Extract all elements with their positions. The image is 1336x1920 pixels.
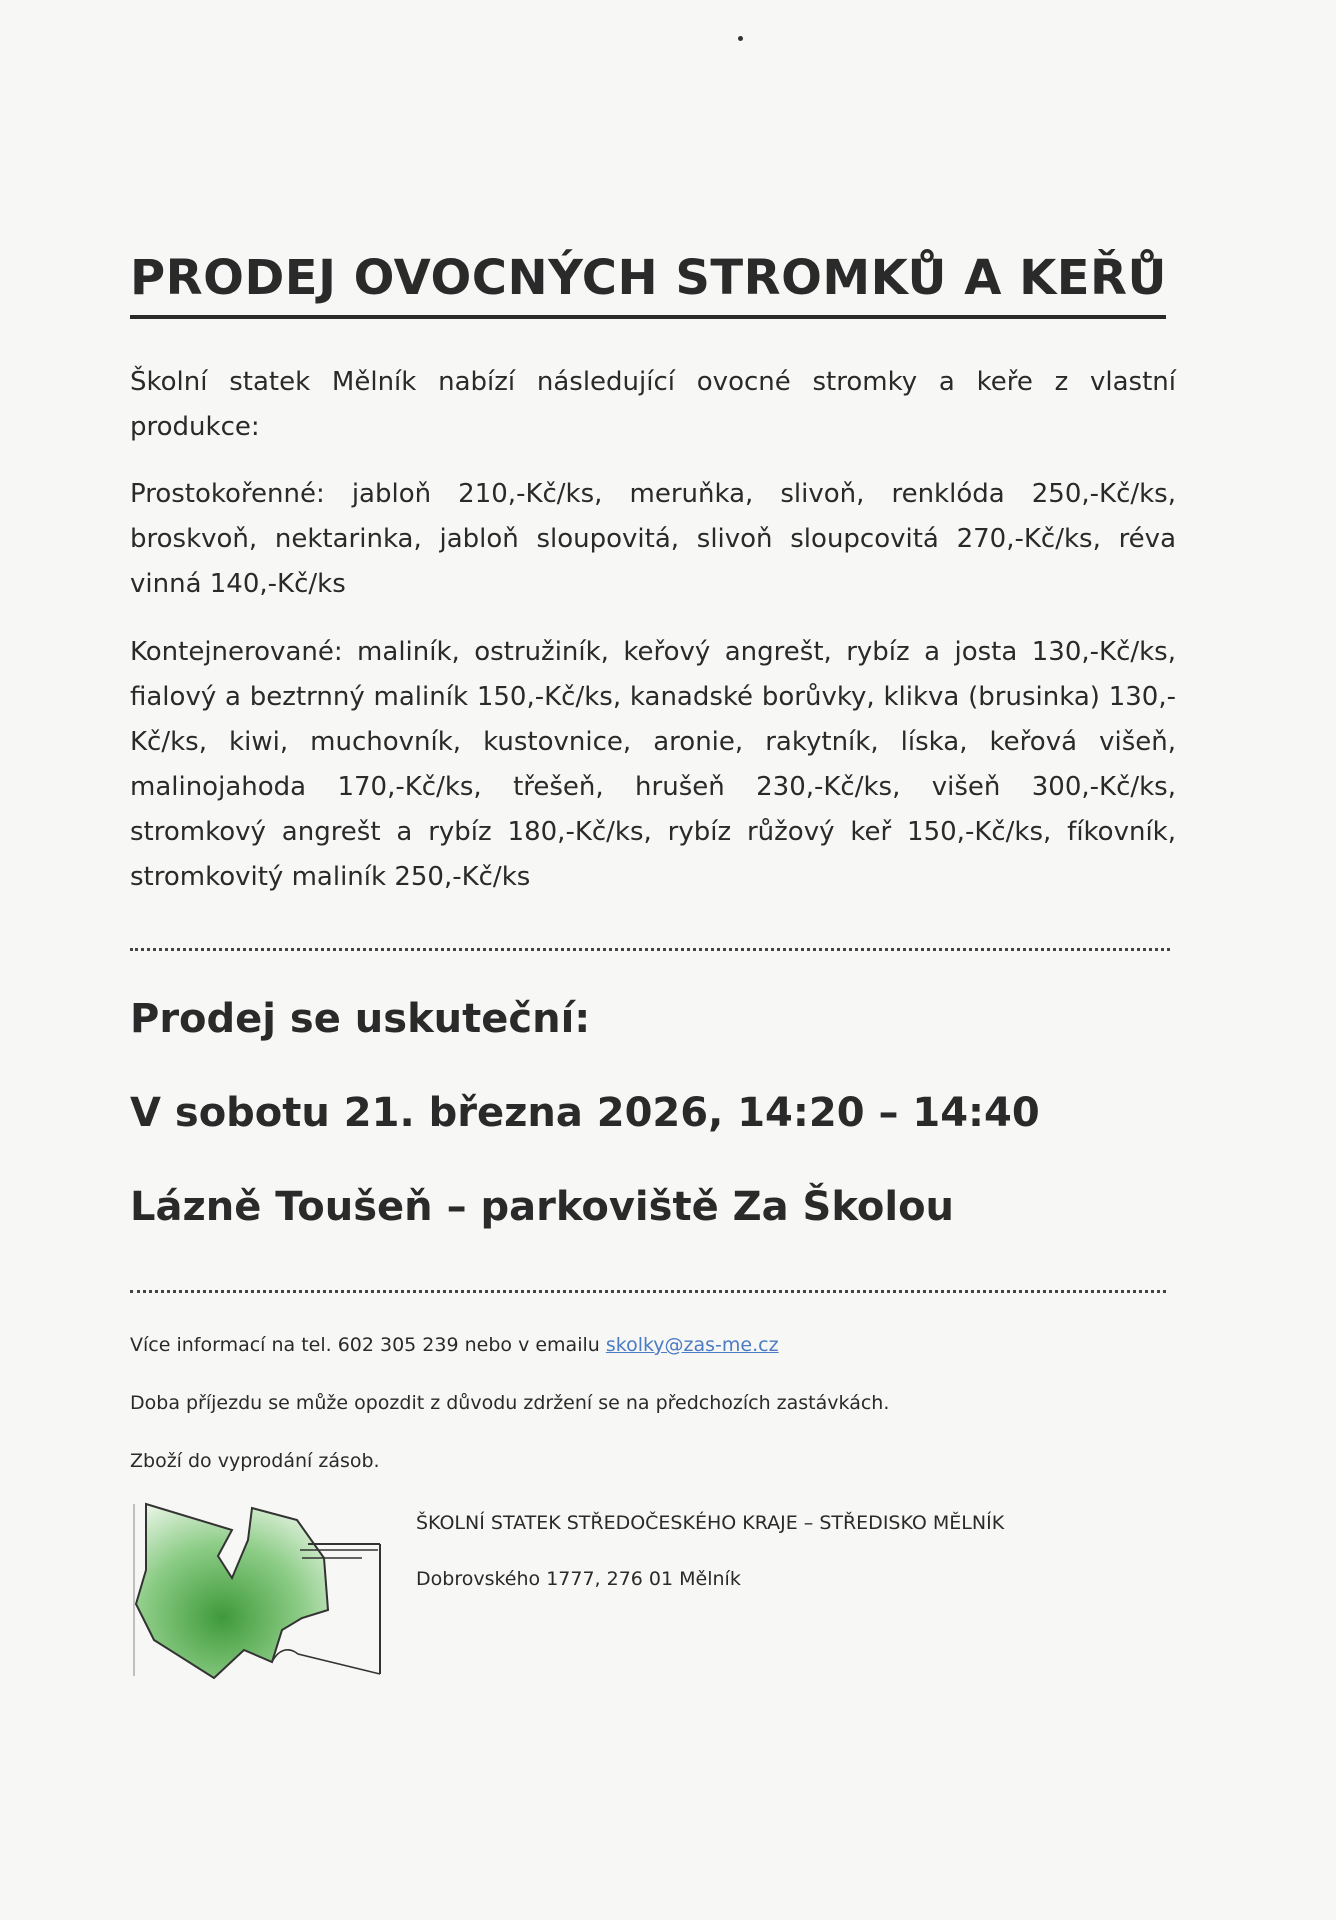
scan-speck bbox=[738, 36, 743, 41]
dotted-divider-bottom bbox=[130, 1290, 1166, 1293]
event-date: V sobotu 21. března 2026, 14:20 – 14:40 bbox=[130, 1090, 1040, 1136]
contact-info-text: Více informací na tel. 602 305 239 nebo v emailu bbox=[130, 1334, 606, 1356]
event-place: Lázně Toušeň – parkoviště Za Školou bbox=[130, 1184, 955, 1230]
school-farm-logo bbox=[132, 1500, 412, 1680]
leaf-shape-icon bbox=[136, 1504, 328, 1678]
logo-connector bbox=[272, 1650, 380, 1674]
stock-note: Zboží do vyprodání zásob. bbox=[130, 1450, 380, 1472]
intro-paragraph: Školní statek Mělník nabízí následující ovocné stromky a keře z vlastní produkce: bbox=[130, 367, 1176, 442]
dotted-divider-top bbox=[130, 948, 1170, 951]
event-heading: Prodej se uskuteční: bbox=[130, 996, 591, 1042]
container-paragraph: Kontejnerované: maliník, ostružiník, keřový angrešt, rybíz a josta 130,-Kč/ks, fialový a beztrnný maliník 150,-Kč/ks, kanadské borůvky, klikva (brusinka) 130,-Kč/ks, kiwi, muchovník, kustovnice, aronie, rakytník, líska, keřová višeň, malinojahoda 170,-Kč/ks, třešeň, hrušeň 230,-Kč/ks, višeň 300,-Kč/ks, stromkový angrešt a rybíz 180,-Kč/ks, rybíz růžový keř 150,-Kč/ks, fíkovník, stromkovitý maliník 250,-Kč/ks bbox=[130, 637, 1176, 892]
title-underline bbox=[130, 315, 1166, 319]
bare-root-paragraph: Prostokořenné: jabloň 210,-Kč/ks, meruňka, slivoň, renklóda 250,-Kč/ks, broskvoň, nektarinka, jabloň sloupovitá, slivoň sloupcovitá 270,-Kč/ks, réva vinná 140,-Kč/ks bbox=[130, 479, 1176, 599]
email-link[interactable]: skolky@zas-me.cz bbox=[605, 1334, 779, 1356]
page-title: PRODEJ OVOCNÝCH STROMKŮ A KEŘŮ bbox=[130, 250, 1167, 306]
organization-address: Dobrovského 1777, 276 01 Mělník bbox=[416, 1568, 741, 1590]
contact-info bbox=[130, 1334, 779, 1356]
delay-note: Doba příjezdu se může opozdit z důvodu zdržení se na předchozích zastávkách. bbox=[130, 1392, 890, 1414]
organization-name: ŠKOLNÍ STATEK STŘEDOČESKÉHO KRAJE – STŘEDISKO MĚLNÍK bbox=[416, 1512, 1005, 1534]
